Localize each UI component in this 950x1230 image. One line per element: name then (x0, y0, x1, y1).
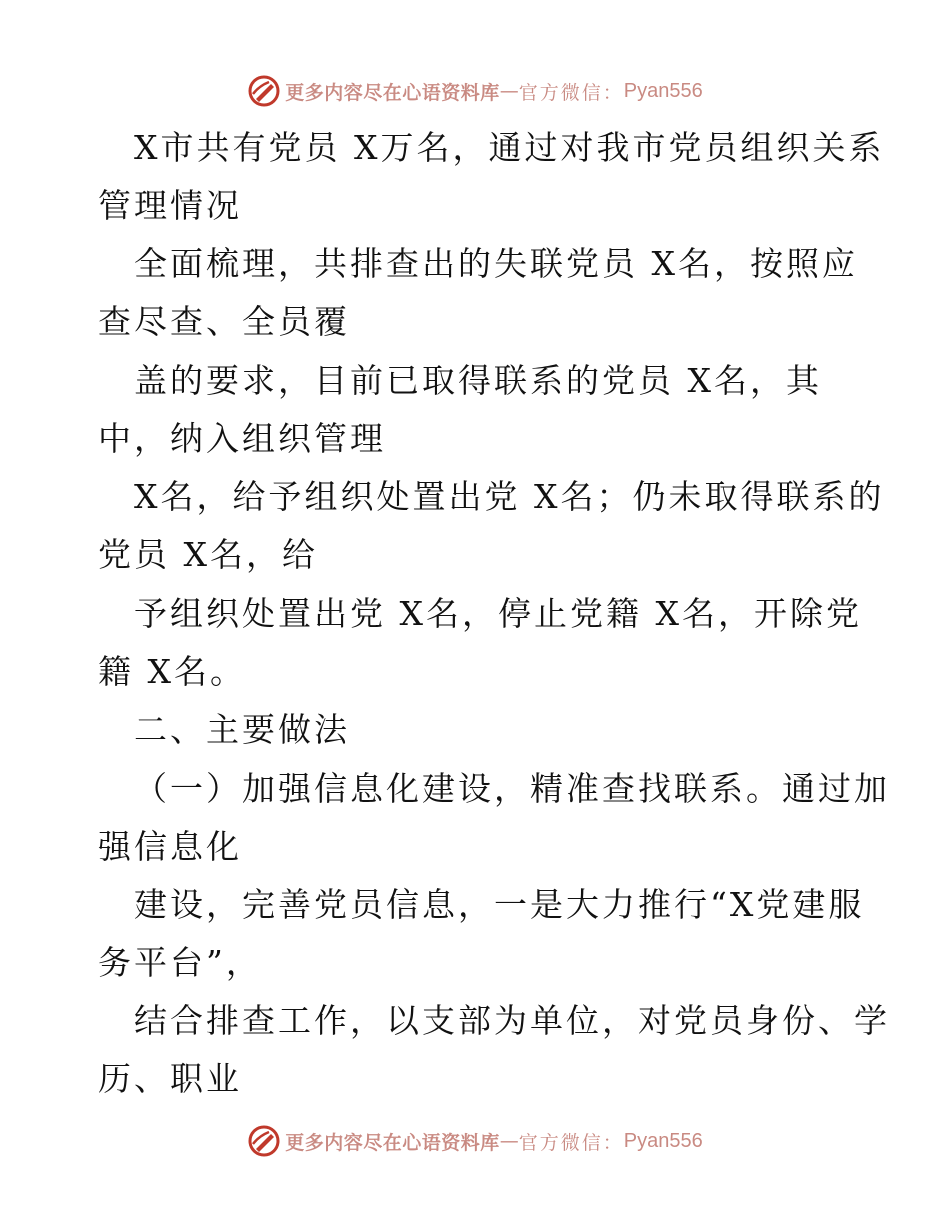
watermark-separator: — (499, 80, 519, 102)
text-line: X名，给予组织处置出党 X名；仍未取得联系的 (134, 477, 885, 516)
text-line: X市共有党员 X万名，通过对我市党员组织关系 (134, 128, 885, 167)
text-line: 务平台”， (98, 943, 262, 982)
text-line: （一）加强信息化建设，精准查找联系。通过加 (134, 769, 890, 808)
watermark-text: 更多内容尽在心语资料库 (285, 81, 500, 104)
text-line: 查尽查、全员覆 (98, 302, 350, 341)
section-heading: 二、主要做法 (134, 710, 350, 749)
pen-logo-icon (247, 1124, 281, 1158)
text-line: 历、职业 (98, 1059, 242, 1098)
watermark-wechat-id: Pyan556 (623, 1129, 703, 1152)
watermark-official-label: 官方微信： (518, 1131, 624, 1154)
text-line: 中，纳入组织管理 (98, 419, 386, 458)
watermark-header (0, 71, 950, 111)
text-line: 党员 X名，给 (98, 535, 318, 574)
watermark-wechat-id: Pyan556 (623, 79, 703, 102)
pen-logo-icon (247, 74, 281, 108)
text-line: 建设，完善党员信息，一是大力推行“X党建服 (134, 885, 865, 924)
text-line: 盖的要求，目前已取得联系的党员 X名，其 (134, 361, 822, 400)
text-line: 籍 X名。 (98, 652, 246, 691)
text-line: 管理情况 (98, 186, 242, 225)
watermark-footer (0, 1121, 950, 1161)
text-line: 全面梳理，共排查出的失联党员 X名，按照应 (134, 244, 858, 283)
watermark-text: 更多内容尽在心语资料库 (285, 1131, 500, 1154)
watermark-separator: — (499, 1130, 519, 1152)
text-line: 予组织处置出党 X名，停止党籍 X名，开除党 (134, 594, 862, 633)
text-line: 强信息化 (98, 827, 242, 866)
watermark-official-label: 官方微信： (518, 81, 624, 104)
text-line: 结合排查工作，以支部为单位，对党员身份、学 (134, 1001, 890, 1040)
